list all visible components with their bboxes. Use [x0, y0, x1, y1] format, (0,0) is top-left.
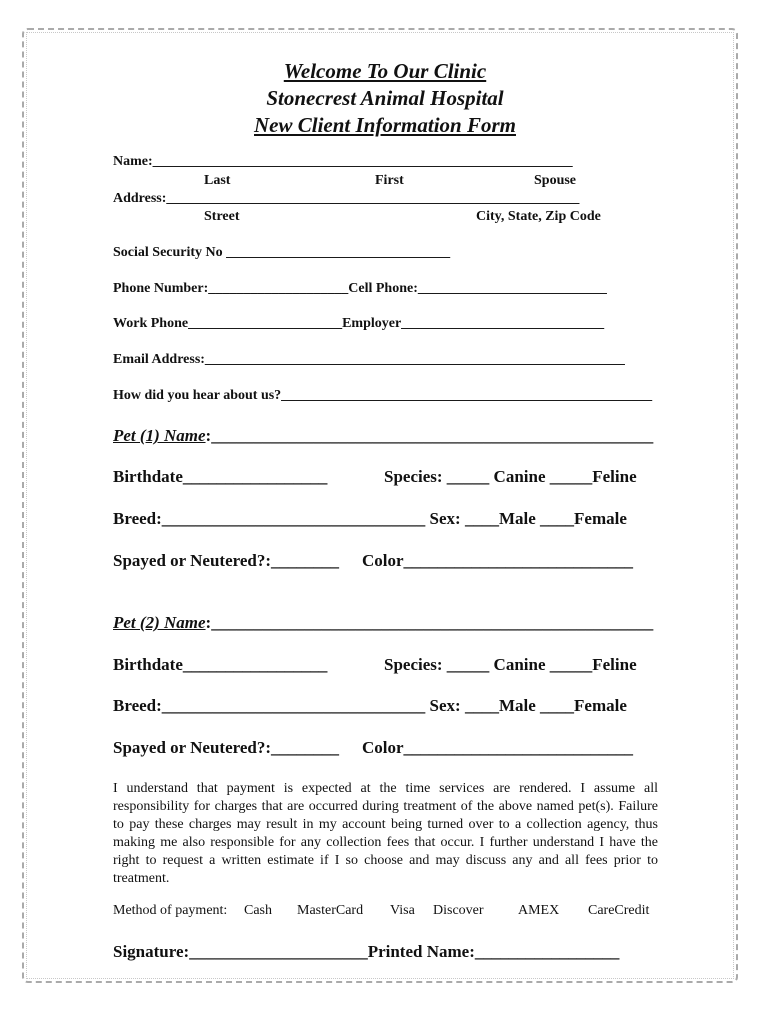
pet1-name-label: Pet (1) Name — [113, 426, 206, 445]
pet2-spayed-field[interactable]: Spayed or Neutered?:________ — [113, 738, 340, 757]
ssn-field[interactable]: Social Security No ________________________________ — [113, 245, 451, 260]
work-phone-field[interactable]: Work Phone______________________Employer_____________________________ — [113, 316, 605, 331]
payment-agreement: I understand that payment is expected at the time services are rendered. I assume all responsibility for charges that are occurred during treatment of the above named pet(s). Failure to pay these charges may result in my account being turned over to a collection agency, thus making me also responsible for any collection fees that occur. I further understand I have the right to request a written estimate if I so choose and may discuss any and all fees prior to treatment. — [113, 781, 658, 886]
payment-discover[interactable]: Discover — [433, 903, 484, 918]
payment-mastercard[interactable]: MasterCard — [297, 903, 364, 918]
payment-carecredit[interactable]: CareCredit — [588, 903, 650, 918]
phone-field[interactable]: Phone Number:____________________Cell Phone:___________________________ — [113, 281, 607, 296]
address-street-label: Street — [204, 209, 240, 224]
hospital-name: Stonecrest Animal Hospital — [266, 86, 504, 110]
payment-visa[interactable]: Visa — [390, 903, 415, 918]
name-field[interactable]: Name:____________________________________________________________ — [113, 154, 573, 169]
email-field[interactable]: Email Address:____________________________________________________________ — [113, 352, 625, 367]
payment-label: Method of payment: — [113, 903, 228, 918]
payment-amex[interactable]: AMEX — [518, 903, 560, 918]
name-spouse-label: Spouse — [534, 173, 577, 188]
address-city-label: City, State, Zip Code — [476, 209, 601, 224]
pet2-name-field[interactable] — [113, 613, 653, 633]
form-title: New Client Information Form — [254, 113, 516, 137]
pet2-birthdate-field[interactable]: Birthdate_________________ — [113, 655, 328, 674]
pet2-color-field[interactable]: Color___________________________ — [362, 738, 634, 757]
name-last-label: Last — [204, 173, 231, 188]
payment-cash[interactable]: Cash — [244, 903, 272, 918]
name-first-label: First — [375, 173, 404, 188]
pet2-name-label: Pet (2) Name — [113, 613, 206, 632]
pet1-name-field[interactable] — [113, 426, 653, 446]
pet2-breed-sex-field[interactable]: Breed:_______________________________ Sex: ____Male ____Female — [113, 696, 627, 715]
pet1-birthdate-field[interactable]: Birthdate_________________ — [113, 467, 328, 486]
pet1-spayed-field[interactable]: Spayed or Neutered?:________ — [113, 551, 340, 570]
signature-field[interactable]: Signature:_____________________Printed Name:_________________ — [113, 942, 620, 961]
welcome-title: Welcome To Our Clinic — [283, 59, 487, 83]
pet2-species-field[interactable]: Species: _____ Canine _____Feline — [384, 655, 637, 674]
payment-methods — [113, 903, 650, 919]
referral-field[interactable]: How did you hear about us?_____________________________________________________ — [113, 388, 653, 403]
pet1-color-field[interactable]: Color___________________________ — [362, 551, 634, 570]
pet1-breed-sex-field[interactable]: Breed:_______________________________ Sex: ____Male ____Female — [113, 509, 627, 528]
pet1-species-field[interactable]: Species: _____ Canine _____Feline — [384, 467, 637, 486]
pet1-name-blank: :____________________________________________________ — [205, 426, 654, 445]
address-field[interactable]: Address:___________________________________________________________ — [113, 191, 580, 206]
pet2-name-blank: :____________________________________________________ — [205, 613, 654, 632]
